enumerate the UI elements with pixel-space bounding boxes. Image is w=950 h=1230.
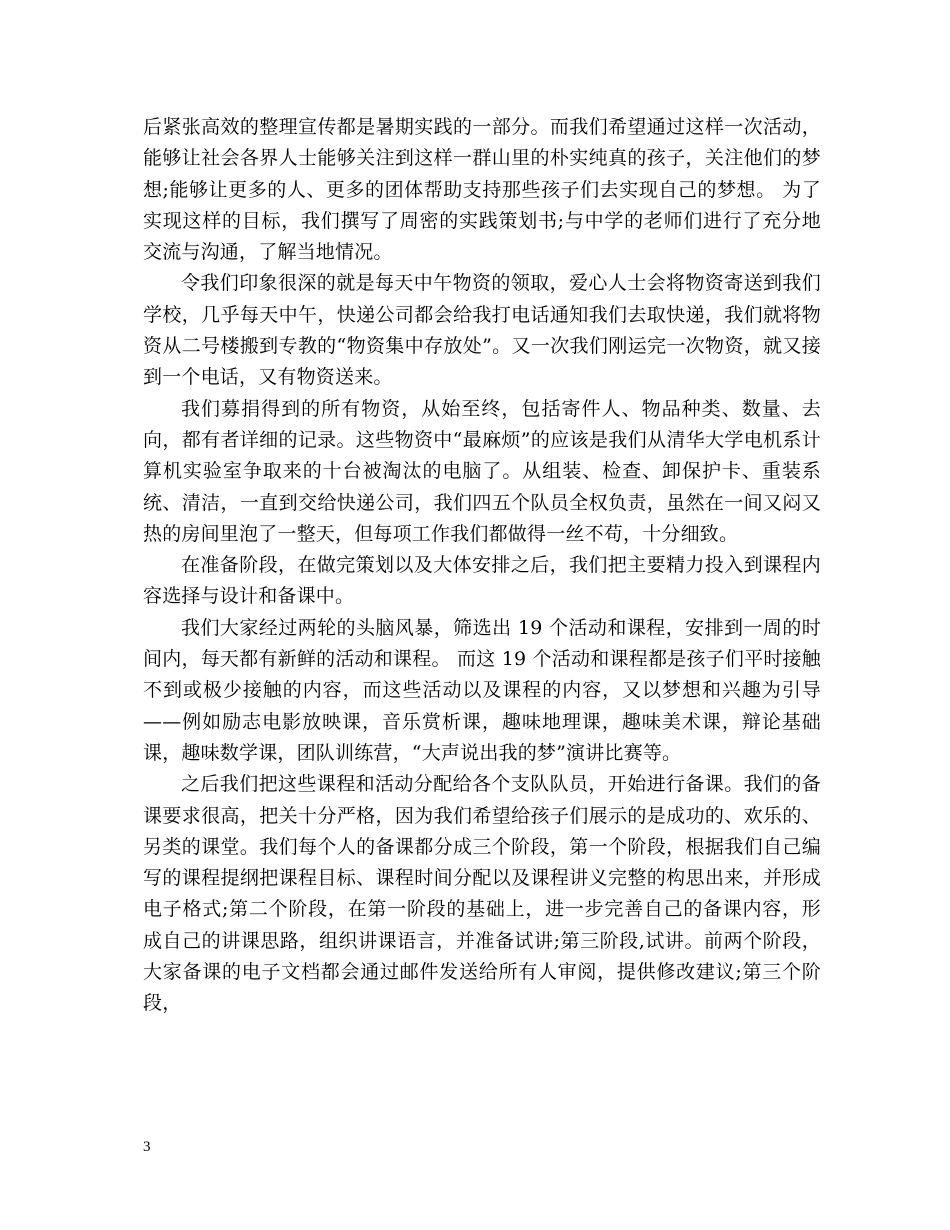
document-page <box>143 112 821 1020</box>
paragraph-lesson-preparation: 之后我们把这些课程和活动分配给各个支队队员，开始进行备课。我们的备课要求很高，把关十分严格，因为我们希望给孩子们展示的是成功的、欢乐的、另类的课堂。我们每个人的备课都分成三个阶段，第一个阶段，根据我们自己编写的课程提纲把课程目标、课程时间分配以及课程讲义完整的构思出来，并形成电子格式;第二个阶段，在第一阶段的基础上，进一步完善自己的备课内容，形成自己的讲课思路，组织讲课语言，并准备试讲;第三阶段,试讲。前两个阶段，大家备课的电子文档都会通过邮件发送给所有人审阅，提供修改建议;第三个阶段， <box>143 773 821 1015</box>
paragraph-continuation: 后紧张高效的整理宣传都是暑期实践的一部分。而我们希望通过这样一次活动，能够让社会各界人士能够关注到这样一群山里的朴实纯真的孩子，关注他们的梦想;能够让更多的人、更多的团体帮助支持那些孩子们去实现自己的梦想。 为了实现这样的目标，我们撰写了周密的实践策划书;与中学的老师们进行了充分地交流与沟通，了解当地情况。 <box>143 116 821 264</box>
paragraph-materials-records: 我们募捐得到的所有物资，从始至终，包括寄件人、物品种类、数量、去向，都有者详细的记录。这些物资中“最麻烦”的应该是我们从清华大学电机系计算机实验室争取来的十台被淘汰的电脑了。从组装、检查、卸保护卡、重装系统、清洁，一直到交给快递公司，我们四五个队员全权负责，虽然在一间又闷又热的房间里泡了一整天，但每项工作我们都做得一丝不苟，十分细致。 <box>143 397 821 545</box>
page-number: 3 <box>143 1139 151 1155</box>
paragraph-materials-collection: 令我们印象很深的就是每天中午物资的领取，爱心人士会将物资寄送到我们学校，几乎每天中午，快递公司都会给我打电话通知我们去取快递，我们就将物资从二号楼搬到专教的“物资集中存放处”。又一次我们刚运完一次物资，就又接到一个电话，又有物资送来。 <box>143 272 821 389</box>
paragraph-course-selection: 我们大家经过两轮的头脑风暴，筛选出 19 个活动和课程，安排到一周的时间内，每天都有新鲜的活动和课程。 而这 19 个活动和课程都是孩子们平时接触不到或极少接触的内容，而这些活动以及课程的内容，又以梦想和兴趣为引导——例如励志电影放映课，音乐赏析课，趣味地理课，趣味美术课，辩论基础课，趣味数学课，团队训练营，“大声说出我的梦”演讲比赛等。 <box>143 616 821 764</box>
paragraph-preparation-stage: 在准备阶段，在做完策划以及大体安排之后，我们把主要精力投入到课程内容选择与设计和备课中。 <box>143 554 821 608</box>
